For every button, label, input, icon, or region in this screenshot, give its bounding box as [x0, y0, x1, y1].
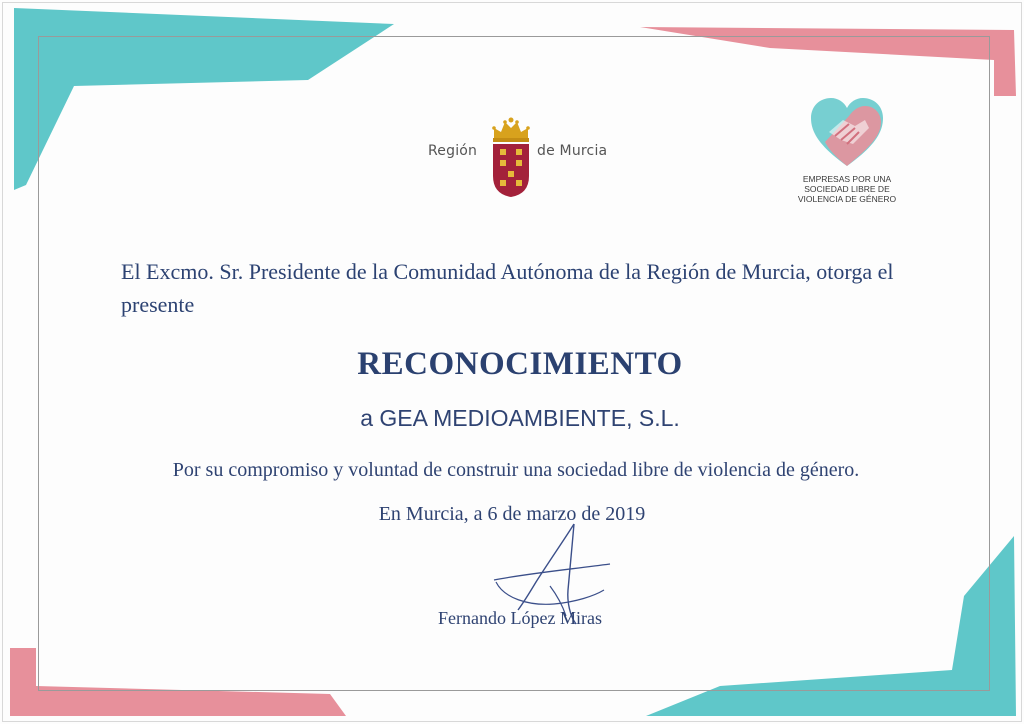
recipient-name: a GEA MEDIOAMBIENTE, S.L.: [360, 405, 680, 431]
region-murcia-logo: [424, 116, 624, 200]
region-logo-right-text: de Murcia: [537, 143, 608, 159]
coat-of-arms-icon: [490, 116, 532, 198]
heart-handshake-icon: [809, 96, 885, 170]
award-title: RECONOCIMIENTO: [357, 346, 683, 382]
campaign-logo-line: VIOLENCIA DE GÉNERO: [797, 194, 897, 204]
signatory-name: Fernando López Miras: [438, 608, 602, 628]
award-reason: Por su compromiso y voluntad de construir una sociedad libre de violencia de género.: [172, 459, 860, 481]
campaign-logo-text: [772, 174, 922, 204]
campaign-logo-line: EMPRESAS POR UNA: [802, 174, 892, 184]
campaign-logo-line: SOCIEDAD LIBRE DE: [804, 184, 890, 194]
intro-paragraph: El Excmo. Sr. Presidente de la Comunidad Autónoma de la Región de Murcia, otorga el presente: [121, 259, 894, 317]
campaign-logo: [772, 96, 922, 212]
region-logo-left-text: Región: [428, 143, 478, 159]
place-and-date: En Murcia, a 6 de marzo de 2019: [378, 503, 646, 525]
